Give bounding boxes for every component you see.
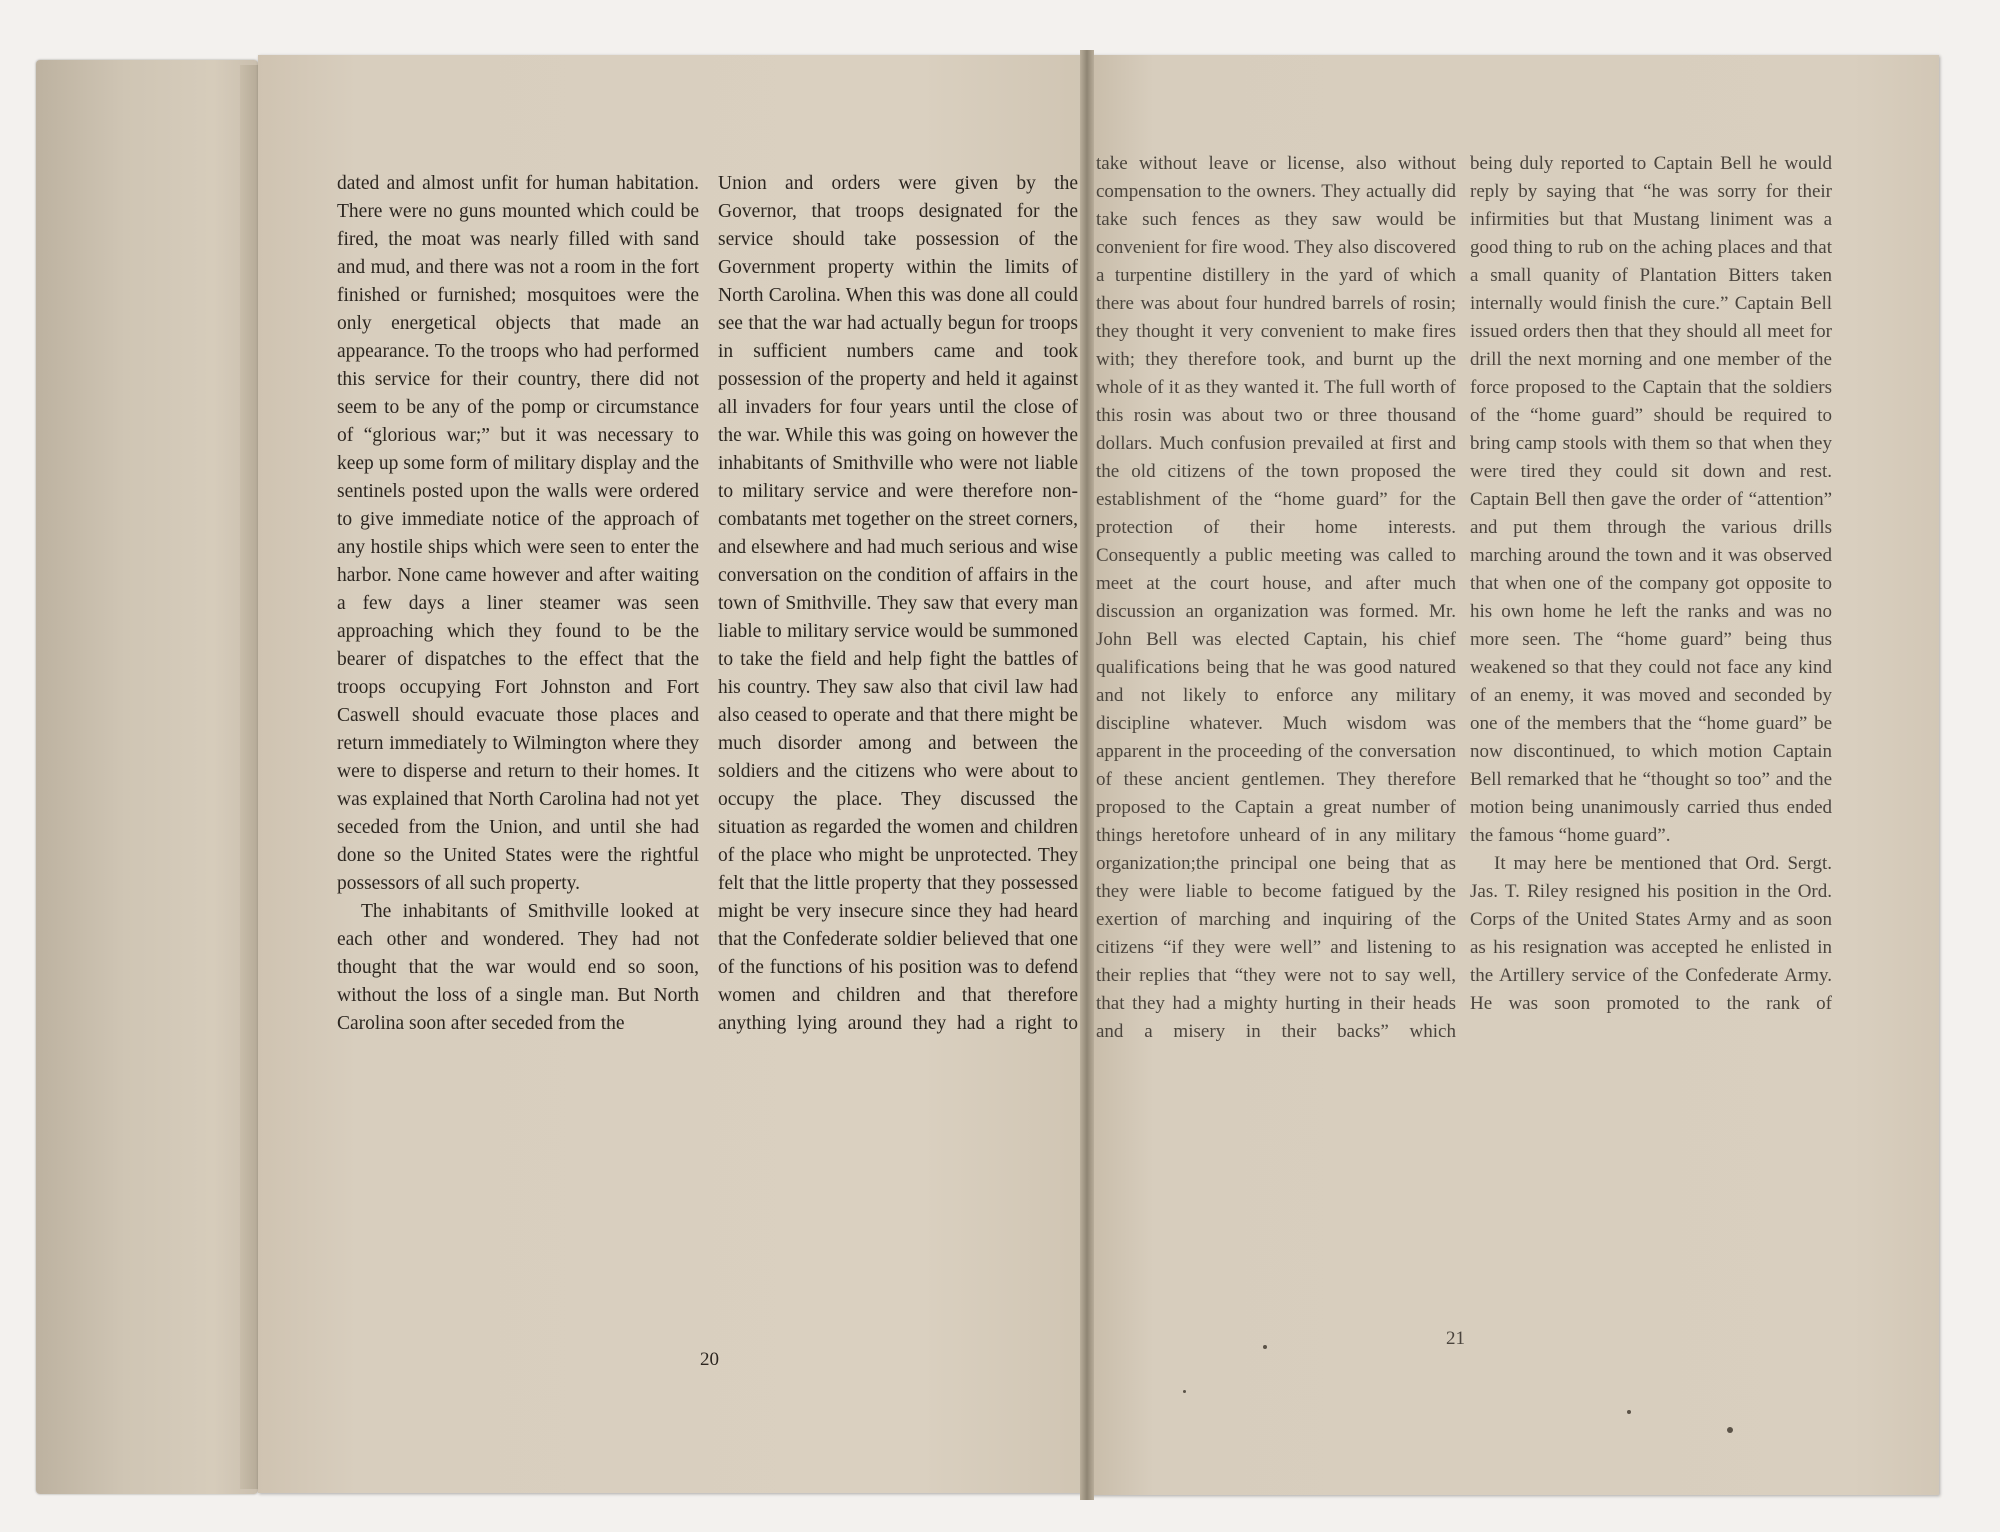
- book-backing-board: [36, 60, 258, 1494]
- paragraph: being duly reported to Captain Bell he would reply by saying that “he was sorry for their infirmities but that Mustang liniment was a good thing to rub on the aching places and that a small quanity of Plantation Bitters taken internally would finish the cure.” Captain Bell issued orders then that they should all meet for drill the next morning and one member of the force proposed to the Captain that the soldiers of the “home guard” should be required to bring camp stools with them so that when they were tired they could sit down and rest. Captain Bell then gave the order of “attention” and put them through the various drills marching around the town and it was observed that when one of the company got opposite to his own home he left the ranks and was no more seen. The “home guard” being thus weakened so that they could not face any kind of an enemy, it was moved and seconded by one of the members that the “home guard” be now discontinued, to which motion Captain Bell remarked that he “thought so too” and the motion being unanimously carried thus ended the famous “home guard”.: [1470, 153, 1832, 846]
- paragraph: It may here be mentioned that Ord. Sergt. Jas. T. Riley resigned his position in the Ord. Corps of the United States Army and as soon as his resignation was accepted he enlisted in the Artillery service of the Confederate Army. He was soon promoted to the rank of: [1470, 853, 1832, 1014]
- paragraph: The inhabitants of Smithville looked at each other and wondered. They had not thought that the war would end so soon, without the loss of a single man. But North Carolina soon after seceded from the: [337, 901, 699, 1034]
- right-page-column-4: [1470, 150, 1832, 1018]
- paper-speck: [1727, 1427, 1733, 1433]
- paragraph: dated and almost unfit for human habitation. There were no guns mounted which could be fired, the moat was nearly filled with sand and mud, and there was not a room in the fort finished or furnished; mosquitoes were the only energetical objects that made an appearance. To the troops who had performed this service for their country, there did not seem to be any of the pomp or circumstance of “glorious war;” but it was necessary to keep up some form of military display and the sentinels posted upon the walls were ordered to give immediate notice of the approach of any hostile ships which were seen to enter the harbor. None came however and after waiting a few days a liner steamer was seen approaching which they found to be the bearer of dispatches to the effect that the troops occupying Fort Johnston and Fort Caswell should evacuate those places and return immediately to Wilmington where they were to disperse and return to their homes. It was explained that North Carolina had not yet seceded from the Union, and until she had done so the United States were the rightful possessors of all such property.: [337, 173, 699, 894]
- paragraph: Union and orders were given by the Governor, that troops designated for the service should take possession of the Government property within the limits of North Carolina. When this was done all could see that the war had actually begun for troops in sufficient numbers came and took possession of the property and held it against all invaders for four years until the close of the war. While this was going on however the inhabitants of Smithville who were not liable to military service and were therefore non-combatants met together on the street corners, and elsewhere and had much serious and wise conversation on the condition of affairs in the town of Smithville. They saw that every man liable to military service would be summoned to take the field and help fight the battles of his country. They saw also that civil law had also ceased to operate and that there might be much disorder among and between the soldiers and the citizens who were about to occupy the place. They discussed the situation as regarded the women and children of the place who might be unprotected. They felt that the little property that they possessed might be very insecure since they had heard that the Confederate soldier believed that one of the functions of his position was to defend women and children and that therefore anything lying around they had a right to: [718, 173, 1078, 1034]
- paragraph: take without leave or license, also without compensation to the owners. They actually did take such fences as they saw would be convenient for fire wood. They also discovered a turpentine distillery in the yard of which there was about four hundred barrels of rosin; they thought it very convenient to make fires with; they therefore took, and burnt up the whole of it as they wanted it. The full worth of this rosin was about two or three thousand dollars. Much confusion prevailed at first and the old citizens of the town proposed the establishment of the “home guard” for the protection of their home interests. Consequently a public meeting was called to meet at the court house, and after much discussion an organization was formed. Mr. John Bell was elected Captain, his chief qualifications being that he was good natured and not likely to enforce any military discipline whatever. Much wisdom was apparent in the proceeding of the conversation of these ancient gentlemen. They therefore proposed to the Captain a great number of things heretofore unheard of in any military organization;the principal one being that as they were liable to become fatigued by the exertion of marching and inquiring of the citizens “if they were well” and listening to their replies that “they were not to say well, that they had a mighty hurting in their heads and a misery in their backs” which: [1096, 153, 1456, 1042]
- left-page-column-1: [337, 170, 699, 1038]
- paper-speck: [1183, 1390, 1186, 1393]
- left-page-column-2: [718, 170, 1078, 1038]
- book-gutter: [1080, 50, 1094, 1500]
- right-page-column-3: [1096, 150, 1456, 1046]
- paper-speck: [1263, 1345, 1267, 1349]
- paper-speck: [1627, 1410, 1631, 1414]
- page-stack-edge: [240, 65, 258, 1489]
- page-number-right: 21: [1446, 1328, 1465, 1349]
- page-number-left: 20: [700, 1349, 719, 1370]
